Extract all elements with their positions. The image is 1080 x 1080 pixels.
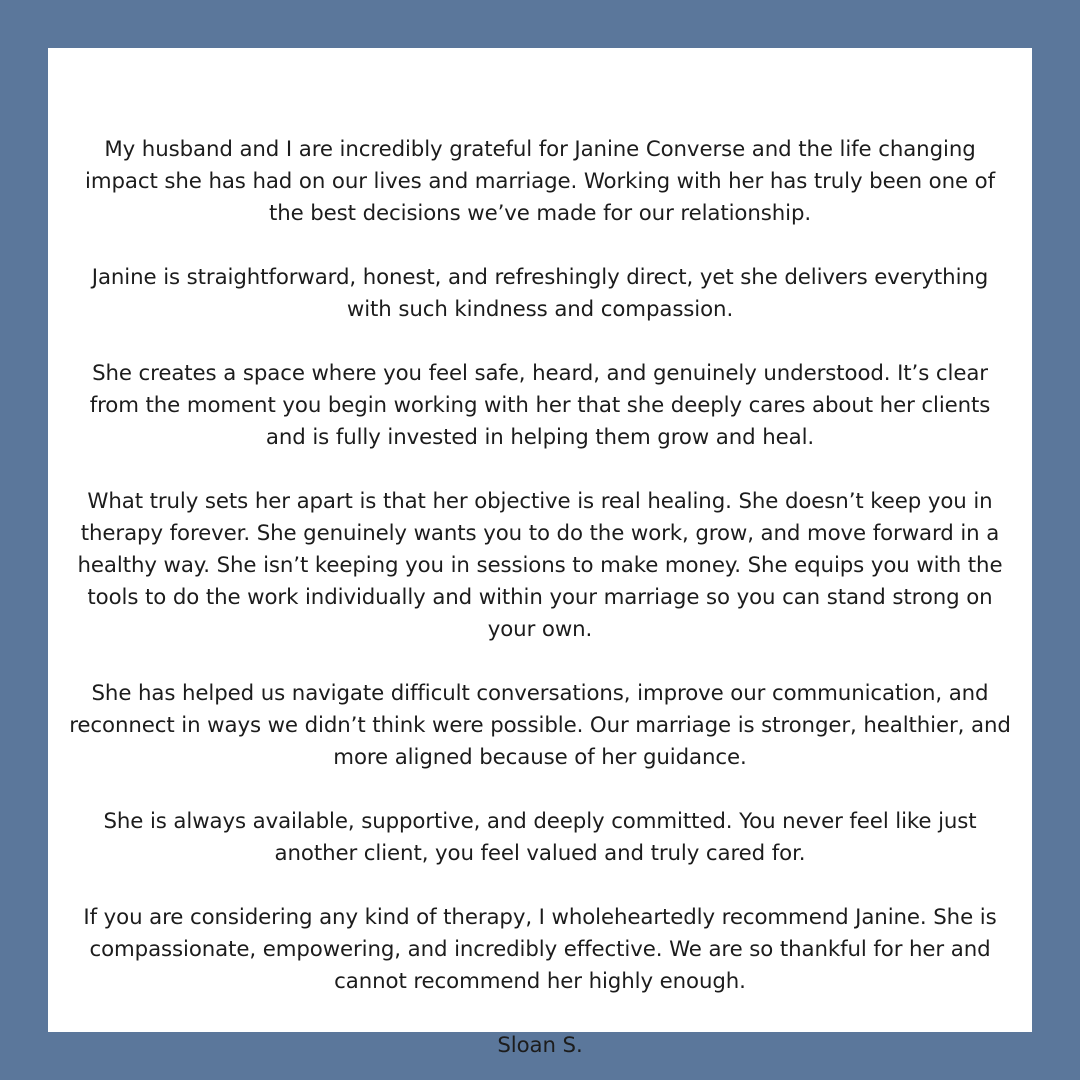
testimonial-paragraph-7: If you are considering any kind of therapy, I wholeheartedly recommend Janine. She is compassionate, empowering, and incredibly effective. We are so thankful for her and cannot recommend her highly enough. <box>83 905 997 994</box>
testimonial-paragraph-1: My husband and I are incredibly grateful for Janine Converse and the life changing impact she has had on our lives and marriage. Working with her has truly been one of the best decisions we’ve made for our relationship. <box>85 137 995 226</box>
testimonial-paragraph-4: What truly sets her apart is that her objective is real healing. She doesn’t keep you in therapy forever. She genuinely wants you to do the work, grow, and move forward in a healthy way. She isn’t keeping you in sessions to make money. She equips you with the tools to do the work individually and within your marriage so you can stand strong on your own. <box>77 489 1003 642</box>
testimonial-signature: Sloan S. <box>497 1033 583 1058</box>
testimonial-paragraph-3: She creates a space where you feel safe, heard, and genuinely understood. It’s clear from the moment you begin working with her that she deeply cares about her clients and is fully invested in helping them grow and heal. <box>89 361 991 450</box>
testimonial-paragraph-2: Janine is straightforward, honest, and refreshingly direct, yet she delivers everything with such kindness and compassion. <box>91 265 989 322</box>
testimonial-paragraph-6: She is always available, supportive, and deeply committed. You never feel like just another client, you feel valued and truly cared for. <box>103 809 977 866</box>
testimonial-paragraph-5: She has helped us navigate difficult conversations, improve our communication, and reconnect in ways we didn’t think were possible. Our marriage is stronger, healthier, and more aligned because of her guidance. <box>69 681 1011 770</box>
testimonial-card <box>48 48 1032 1058</box>
